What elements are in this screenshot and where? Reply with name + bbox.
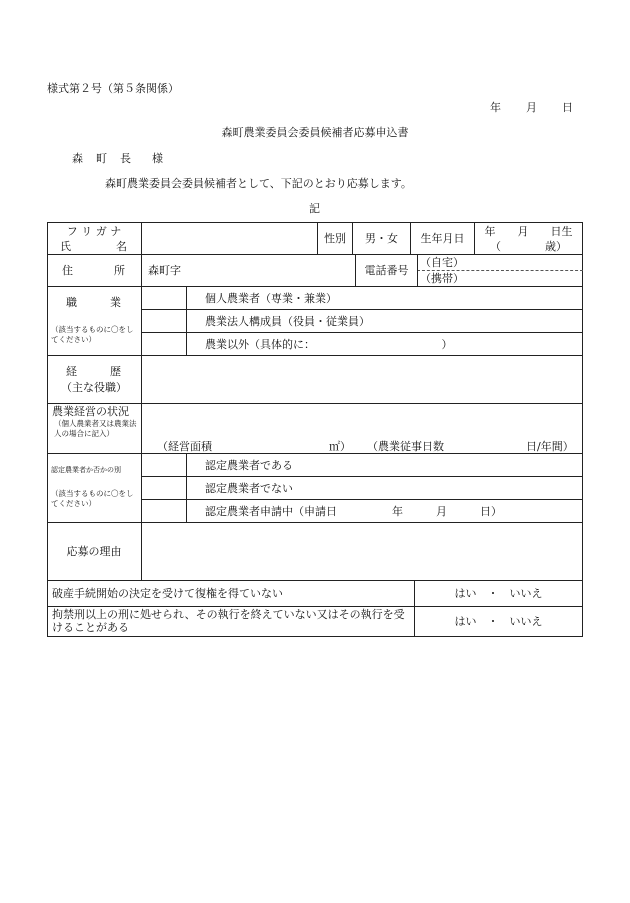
document-title: 森町農業委員会委員候補者応募申込書 xyxy=(221,126,409,139)
certified-note: （該当するものに〇をしてください） xyxy=(51,489,134,508)
career-label-2: 歴 xyxy=(110,365,121,378)
ki-mark: 記 xyxy=(309,202,320,215)
imprisonment-answer: はい ・ いいえ xyxy=(454,615,543,628)
address-value: 森町字 xyxy=(148,264,181,277)
date-day: 日 xyxy=(562,101,573,114)
career-sub-label: （主な役職） xyxy=(61,381,127,394)
occupation-option-individual: 個人農業者（専業・兼業） xyxy=(205,292,337,305)
addressee-mori: 森 xyxy=(72,152,83,165)
date-month: 月 xyxy=(526,101,537,114)
farm-area-unit: ㎡） xyxy=(329,440,351,453)
dob-line1: 年 月 日生 xyxy=(484,225,573,238)
certified-option-no: 認定農業者でない xyxy=(205,482,293,495)
sex-options: 男・女 xyxy=(365,232,398,245)
dob-label: 生年月日 xyxy=(420,232,465,245)
addressee-sama: 様 xyxy=(152,152,163,165)
date-year: 年 xyxy=(490,101,501,114)
occupation-note: （該当するものに〇をしてください） xyxy=(51,325,134,344)
furigana-label: フ リ ガ ナ xyxy=(66,225,122,238)
certified-label: 認定農業者か否かの別 xyxy=(51,466,121,474)
form-number: 様式第２号（第５条関係） xyxy=(47,82,179,95)
addressee-cho: 長 xyxy=(120,152,131,165)
phone-home-label: （自宅） xyxy=(420,256,464,269)
occupation-label-1: 職 xyxy=(66,296,77,309)
career-label-1: 経 xyxy=(66,365,77,378)
name-label-2: 名 xyxy=(116,240,127,253)
address-label-1: 住 xyxy=(62,264,73,277)
occupation-option-corporate: 農業法人構成員（役員・従業員） xyxy=(205,315,370,328)
certified-option-yes: 認定農業者である xyxy=(205,459,293,472)
addressee-machi: 町 xyxy=(96,152,107,165)
imprisonment-question: 拘禁刑以上の刑に処せられ、その執行を終えていない又はその執行を受けることがある xyxy=(52,608,405,634)
certified-option-pending: 認定農業者申請中（申請日 年 月 日） xyxy=(205,505,502,518)
intro-text: 森町農業委員会委員候補者として、下記のとおり応募します。 xyxy=(105,177,412,190)
occupation-option-other: 農業以外（具体的に： ） xyxy=(205,338,453,351)
name-label-1: 氏 xyxy=(60,240,71,253)
farm-area-label: （経営面積 xyxy=(157,440,212,453)
dob-line2: （ 歳） xyxy=(490,240,567,253)
occupation-label-2: 業 xyxy=(110,296,121,309)
address-label-2: 所 xyxy=(114,264,125,277)
sex-label: 性別 xyxy=(324,232,346,245)
reason-label: 応募の理由 xyxy=(66,545,122,558)
farm-status-note: （個人農業者又は農業法人の場合に記入） xyxy=(54,419,137,438)
bankruptcy-question: 破産手続開始の決定を受けて復権を得ていない xyxy=(52,587,283,600)
phone-mobile-label: （携帯） xyxy=(420,272,464,285)
phone-label: 電話番号 xyxy=(364,264,409,277)
farm-days-label: （農業従事日数 xyxy=(367,440,444,453)
farm-status-label: 農業経営の状況 xyxy=(52,405,129,418)
bankruptcy-answer: はい ・ いいえ xyxy=(454,587,543,600)
farm-days-unit: 日/年間） xyxy=(526,440,574,453)
